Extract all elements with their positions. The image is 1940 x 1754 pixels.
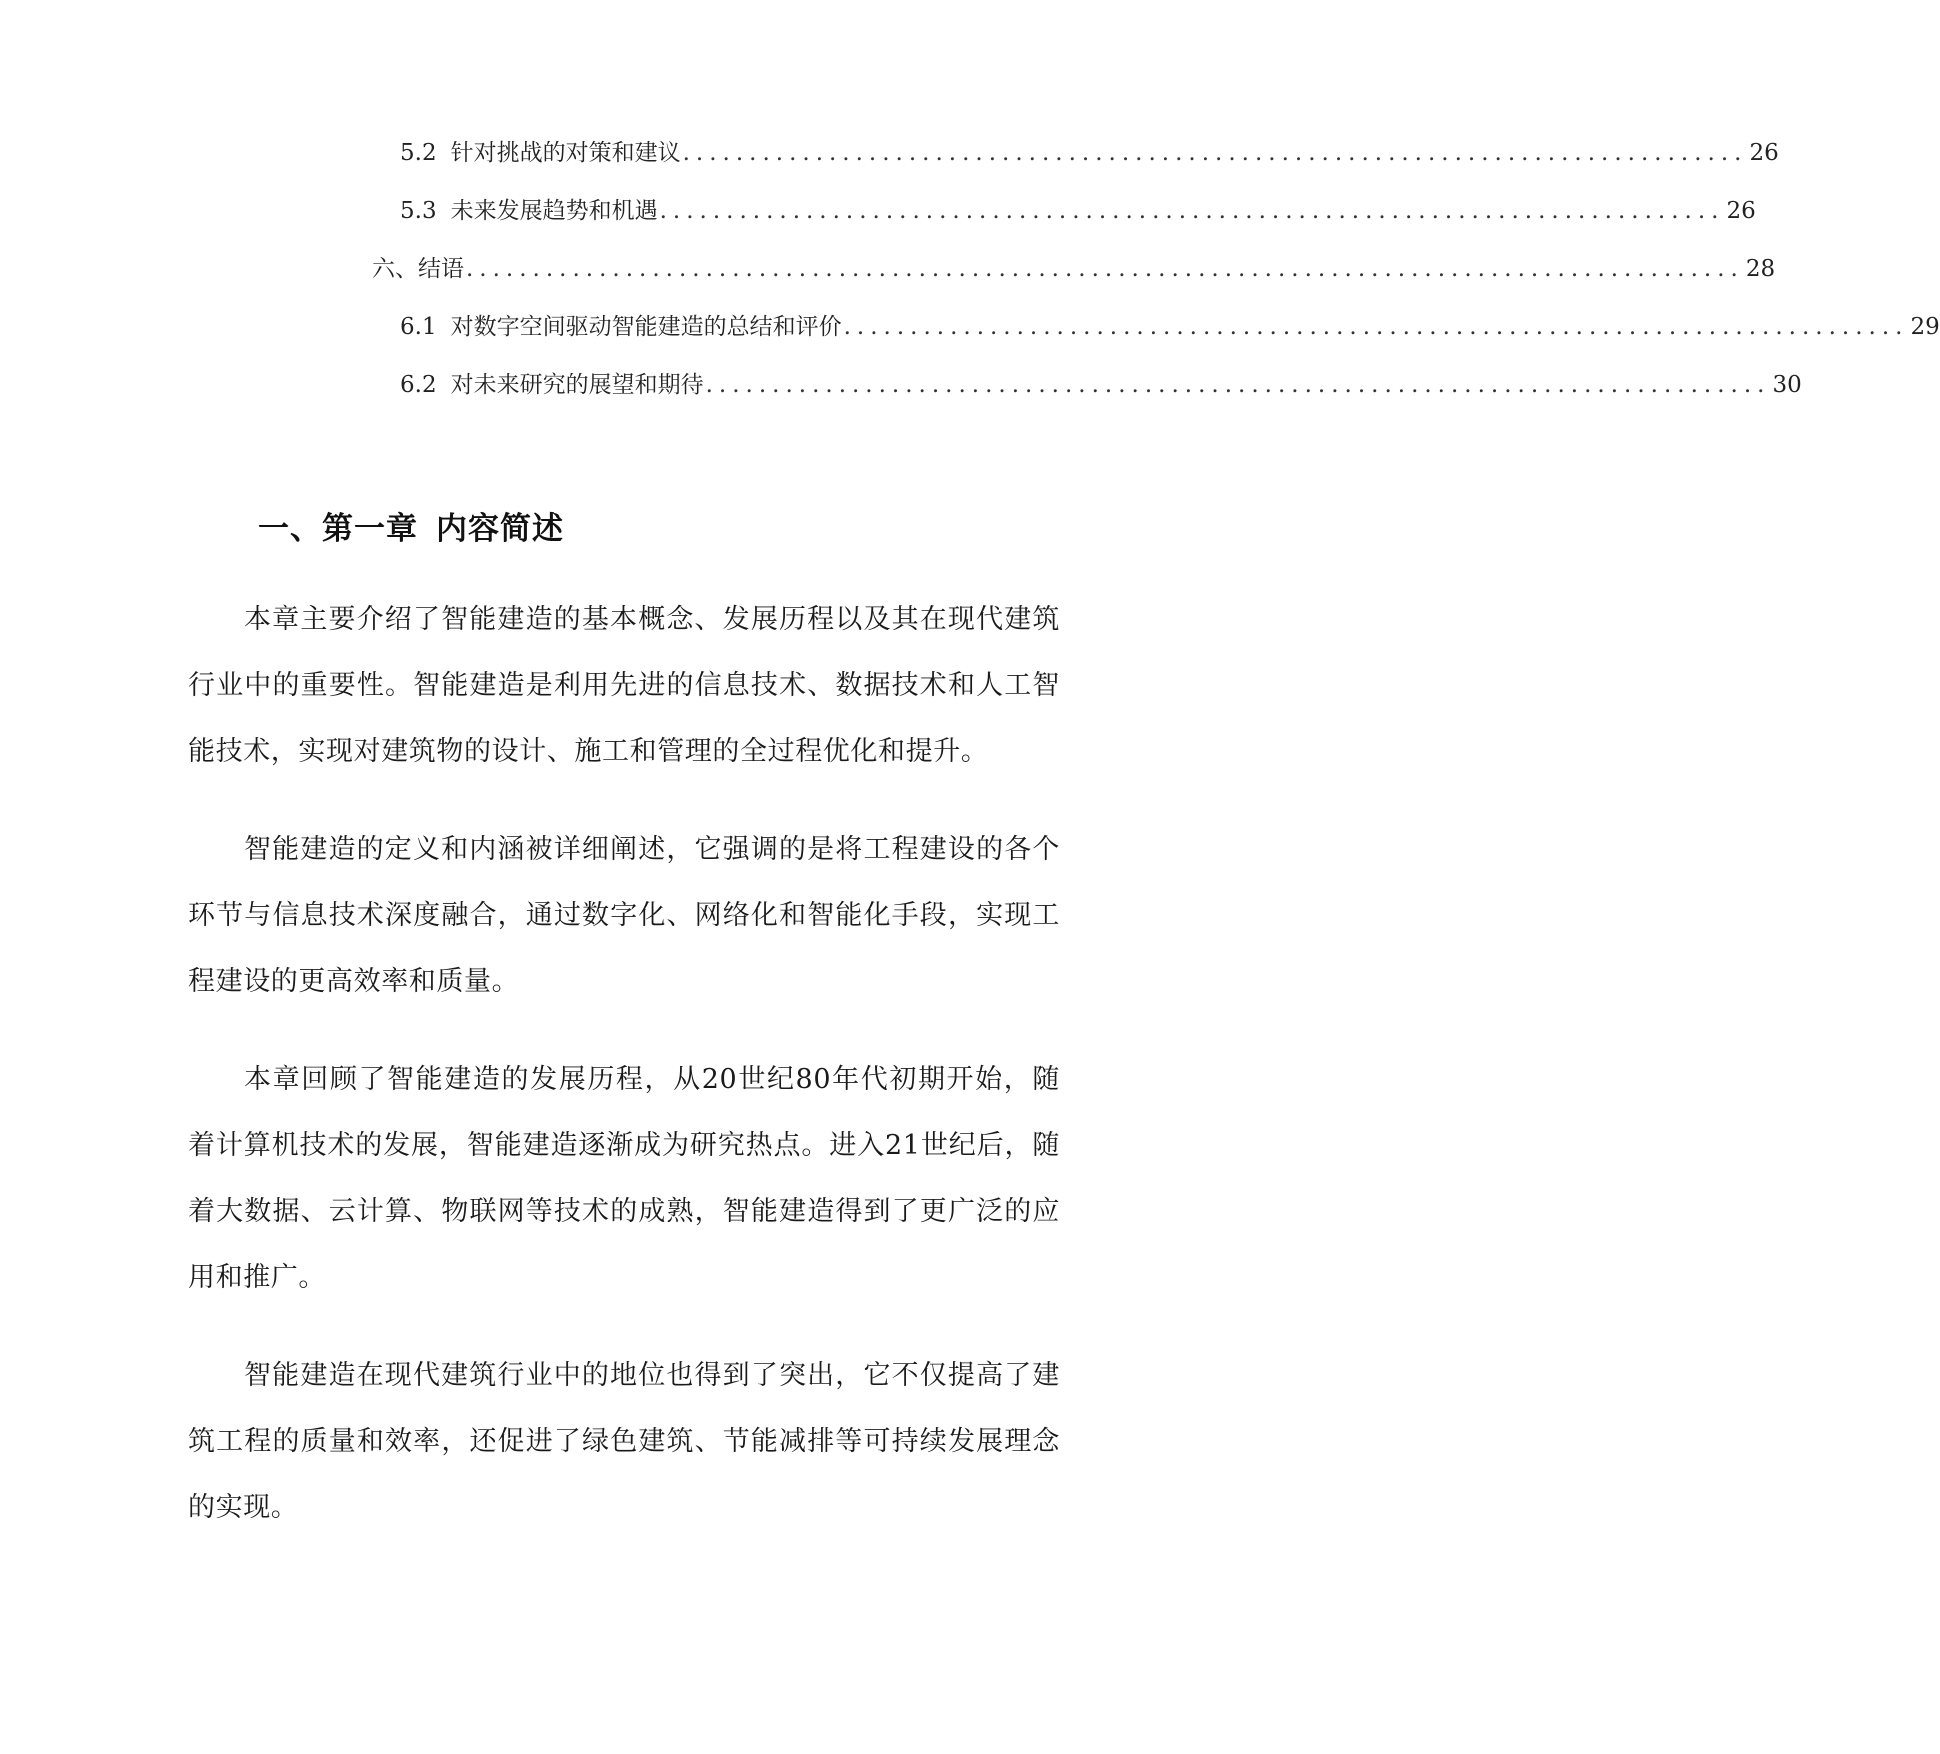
toc-entry-6-2[interactable]	[400, 366, 1802, 400]
paragraph: 本章主要介绍了智能建造的基本概念、发展历程以及其在现代建筑行业中的重要性。智能建造是利用先进的信息技术、数据技术和人工智能技术，实现对建筑物的设计、施工和管理的全过程优化和提升。	[188, 604, 1060, 767]
toc-entry-number: 5.3	[400, 198, 437, 224]
paragraph: 智能建造在现代建筑行业中的地位也得到了突出，它不仅提高了建筑工程的质量和效率，还促进了绿色建筑、节能减排等可持续发展理念的实现。	[188, 1360, 1060, 1523]
toc-entry-title: 未来发展趋势和机遇	[450, 198, 658, 224]
toc-leader-dots: ................................................................................	[705, 372, 1771, 398]
paragraph: 本章回顾了智能建造的发展历程，从20世纪80年代初期开始，随着计算机技术的发展，智能建造逐渐成为研究热点。进入21世纪后，随着大数据、云计算、物联网等技术的成熟，智能建造得到了更广泛的应用和推广。	[188, 1064, 1060, 1293]
toc-leader-dots: ................................................................................	[682, 140, 1748, 166]
toc-entry-page: 26	[1749, 140, 1779, 166]
chapter-heading-prefix: 一、第一章	[258, 511, 418, 547]
toc-entry-page: 30	[1772, 372, 1802, 398]
toc-leader-dots: ................................................................................................	[466, 256, 1744, 282]
toc-entry-5-3[interactable]	[400, 192, 1756, 226]
chapter-heading-title: 内容简述	[436, 511, 564, 547]
chapter-heading	[258, 503, 564, 548]
toc-entry-page: 28	[1745, 256, 1776, 282]
toc-entry-chapter-6[interactable]	[372, 250, 1776, 284]
toc-leader-dots: ................................................................................	[843, 314, 1909, 340]
paragraph: 智能建造的定义和内涵被详细阐述，它强调的是将工程建设的各个环节与信息技术深度融合，通过数字化、网络化和智能化手段，实现工程建设的更高效率和质量。	[188, 834, 1060, 997]
toc-entry-number: 5.2	[400, 140, 437, 166]
toc-entry-page: 26	[1726, 198, 1756, 224]
toc-entry-title: 对数字空间驱动智能建造的总结和评价	[450, 314, 842, 340]
toc-entry-6-1[interactable]	[400, 308, 1940, 342]
toc-leader-dots: ................................................................................	[659, 198, 1725, 224]
toc-entry-number: 6.1	[400, 314, 437, 340]
toc-entry-title: 对未来研究的展望和期待	[450, 372, 704, 398]
toc-entry-title: 六、结语	[372, 256, 464, 282]
toc-entry-title: 针对挑战的对策和建议	[450, 140, 681, 166]
toc-entry-5-2[interactable]	[400, 134, 1779, 168]
chapter-body	[188, 587, 1060, 1573]
toc-entry-page: 29	[1910, 314, 1940, 340]
toc-entry-number: 6.2	[400, 372, 437, 398]
